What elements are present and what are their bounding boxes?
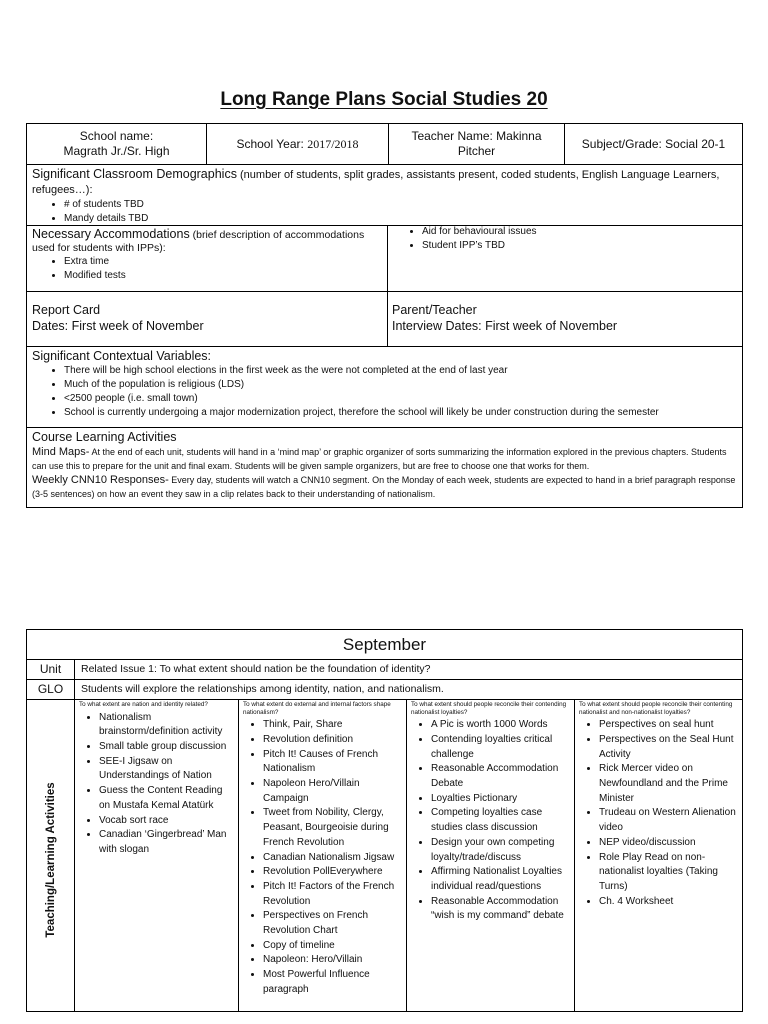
- list-item: • Most Powerful Influence paragraph: [263, 968, 403, 997]
- column-question: To what extent should people reconcile their contenting nationalist and non-nationalist loyalties?: [579, 701, 733, 716]
- column-question: To what extent do external and internal factors shape nationalism?: [243, 701, 391, 716]
- unit-value: Related Issue 1: To what extent should nation be the foundation of identity?: [81, 663, 431, 675]
- list-item: • # of students TBD: [64, 198, 737, 212]
- parent-teacher-dates-value: First week of November: [485, 319, 618, 333]
- cnn-label: Weekly CNN10 Responses-: [32, 474, 169, 486]
- list-item: • Napoleon Hero/Villain Campaign: [263, 777, 403, 806]
- activities-row: [27, 700, 742, 1012]
- demographics-cell: [27, 165, 742, 225]
- subject-grade-value: Social 20-1: [665, 136, 726, 151]
- subject-grade-label: Subject/Grade:: [581, 136, 662, 151]
- parent-teacher-heading: Parent/Teacher: [392, 303, 477, 317]
- teacher-name-value: Makinna Pitcher: [457, 129, 542, 158]
- list-item: • Student IPP’s TBD: [422, 239, 742, 253]
- list-item: • Think, Pair, Share: [263, 718, 403, 733]
- planning-info-table: [26, 123, 743, 508]
- list-item: • Mandy details TBD: [64, 212, 737, 226]
- demographics-heading: Significant Classroom Demographics: [32, 167, 237, 181]
- school-name-cell: [27, 124, 207, 164]
- list-item: • Revolution PollEverywhere: [263, 865, 403, 880]
- teacher-name-cell: [389, 124, 565, 164]
- header-row: [27, 124, 742, 165]
- contextual-cell: [27, 347, 742, 427]
- list-item: • Vocab sort race: [99, 814, 235, 829]
- parent-teacher-dates-label: Interview Dates:: [392, 319, 482, 333]
- list-item: • Extra time: [64, 255, 382, 269]
- list-item: • Affirming Nationalist Loyalties individual read/questions: [431, 865, 571, 894]
- accommodations-heading: Necessary Accommodations: [32, 227, 190, 241]
- school-year-value: 2017/2018: [307, 136, 359, 151]
- course-activities-heading: Course Learning Activities: [32, 430, 177, 444]
- glo-row: [27, 680, 742, 700]
- mind-maps-paragraph: [32, 445, 737, 473]
- list-item: • Design your own competing loyalty/trade/discuss: [431, 836, 571, 865]
- school-year-cell: [207, 124, 389, 164]
- september-table: [26, 629, 743, 1012]
- course-activities-cell: [27, 428, 742, 507]
- accommodations-right-cell: [388, 226, 742, 291]
- parent-teacher-cell: [388, 292, 742, 346]
- cnn-paragraph: [32, 473, 737, 501]
- unit-label: Unit: [27, 660, 75, 679]
- list-item: • <2500 people (i.e. small town): [64, 392, 737, 406]
- contextual-row: [27, 347, 742, 428]
- column-question: To what extent should people reconcile their contending nationalist loyalties?: [411, 701, 567, 716]
- column-question: To what extent are nation and identity related?: [79, 701, 208, 708]
- list-item: • Perspectives on the Seal Hunt Activity: [599, 733, 739, 762]
- list-item: • Revolution definition: [263, 733, 403, 748]
- list-item: • NEP video/discussion: [599, 836, 739, 851]
- accommodations-left-cell: [27, 226, 388, 291]
- unit-row: [27, 660, 742, 680]
- list-item: • Tweet from Nobility, Clergy, Peasant, Bourgeoisie during French Revolution: [263, 806, 403, 850]
- report-card-dates-label: Dates:: [32, 319, 69, 333]
- report-card-cell: [27, 292, 388, 346]
- list-item: • School is currently undergoing a major modernization project, therefore the school will likely be under construction during the semester: [64, 406, 737, 420]
- contextual-heading: Significant Contextual Variables:: [32, 349, 212, 363]
- list-item: • Ch. 4 Worksheet: [599, 895, 739, 910]
- subject-grade-cell: [565, 124, 742, 164]
- list-item: • Pitch It! Factors of the French Revolution: [263, 880, 403, 909]
- list-item: • Reasonable Accommodation “wish is my command” debate: [431, 895, 571, 924]
- list-item: • Perspectives on seal hunt: [599, 718, 739, 733]
- school-name-label: School name:: [79, 129, 154, 143]
- list-item: • Rick Mercer video on Newfoundland and the Prime Minister: [599, 762, 739, 806]
- list-item: • Competing loyalties case studies class discussion: [431, 806, 571, 835]
- document-title: Long Range Plans Social Studies 20: [220, 89, 548, 110]
- list-item: • Pitch It! Causes of French Nationalism: [263, 748, 403, 777]
- report-card-dates-value: First week of November: [71, 319, 204, 333]
- demographics-row: [27, 165, 742, 226]
- school-year-label: School Year:: [236, 136, 304, 151]
- list-item: • Copy of timeline: [263, 939, 403, 954]
- school-name-value: Magrath Jr./Sr. High: [63, 144, 170, 158]
- list-item: • Reasonable Accommodation Debate: [431, 762, 571, 791]
- list-item: • Napoleon: Hero/Villain: [263, 953, 403, 968]
- activity-column-4: [575, 700, 742, 1012]
- mind-maps-label: Mind Maps-: [32, 446, 90, 458]
- demographics-note: (number of students, split grades, assistants present, coded students, English Language Learners, refugees…):: [32, 169, 720, 196]
- list-item: • There will be high school elections in the first week as the were not completed at the end of last year: [64, 364, 737, 378]
- list-item: • Nationalism brainstorm/definition activity: [99, 711, 235, 740]
- month-title: September: [27, 630, 742, 660]
- list-item: • Small table group discussion: [99, 740, 235, 755]
- report-card-row: [27, 292, 742, 347]
- glo-value: Students will explore the relationships among identity, nation, and nationalism.: [81, 683, 444, 695]
- list-item: • Canadian Nationalism Jigsaw: [263, 851, 403, 866]
- course-activities-row: [27, 428, 742, 507]
- list-item: • Trudeau on Western Alienation video: [599, 806, 739, 835]
- list-item: • A Pic is worth 1000 Words: [431, 718, 571, 733]
- accommodations-note: (brief description of accommodations used for students with IPPs):: [32, 229, 365, 254]
- list-item: • Canadian ‘Gingerbread’ Man with slogan: [99, 828, 235, 857]
- report-card-heading: Report Card: [32, 303, 101, 317]
- list-item: • Role Play Read on non-nationalist loyalties (Taking Turns): [599, 851, 739, 895]
- activity-column-1: [75, 700, 239, 1012]
- list-item: • Guess the Content Reading on Mustafa Kemal Atatürk: [99, 784, 235, 813]
- list-item: • Aid for behavioural issues: [422, 225, 742, 239]
- list-item: • Contending loyalties critical challenge: [431, 733, 571, 762]
- list-item: • Perspectives on French Revolution Chart: [263, 909, 403, 938]
- mind-maps-text: At the end of each unit, students will hand in a ‘mind map’ or graphic organizer of sorts summarizing the information explored in the previous chapters. Students can use this to prepare for the unit and final exam. Students will be given sample organizers, but are free to choose one that works for them.: [32, 447, 727, 471]
- activity-column-3: [407, 700, 575, 1012]
- teacher-name-label: Teacher Name:: [411, 129, 493, 143]
- list-item: • SEE-I Jigsaw on Understandings of Nation: [99, 755, 235, 784]
- list-item: • Much of the population is religious (LDS): [64, 378, 737, 392]
- accommodations-row: [27, 226, 742, 292]
- activities-label: Teaching/Learning Activities: [45, 782, 57, 938]
- list-item: • Modified tests: [64, 269, 382, 283]
- activity-column-2: [239, 700, 407, 1012]
- list-item: • Loyalties Pictionary: [431, 792, 571, 807]
- cnn-text: Every day, students will watch a CNN10 segment. On the Monday of each week, students are expected to hand in a brief paragraph response (3-5 sentences) on how an event they saw in a clip relates back to their understanding of nationalism.: [32, 475, 736, 499]
- glo-label: GLO: [27, 680, 75, 699]
- activities-side-cell: [27, 700, 75, 1012]
